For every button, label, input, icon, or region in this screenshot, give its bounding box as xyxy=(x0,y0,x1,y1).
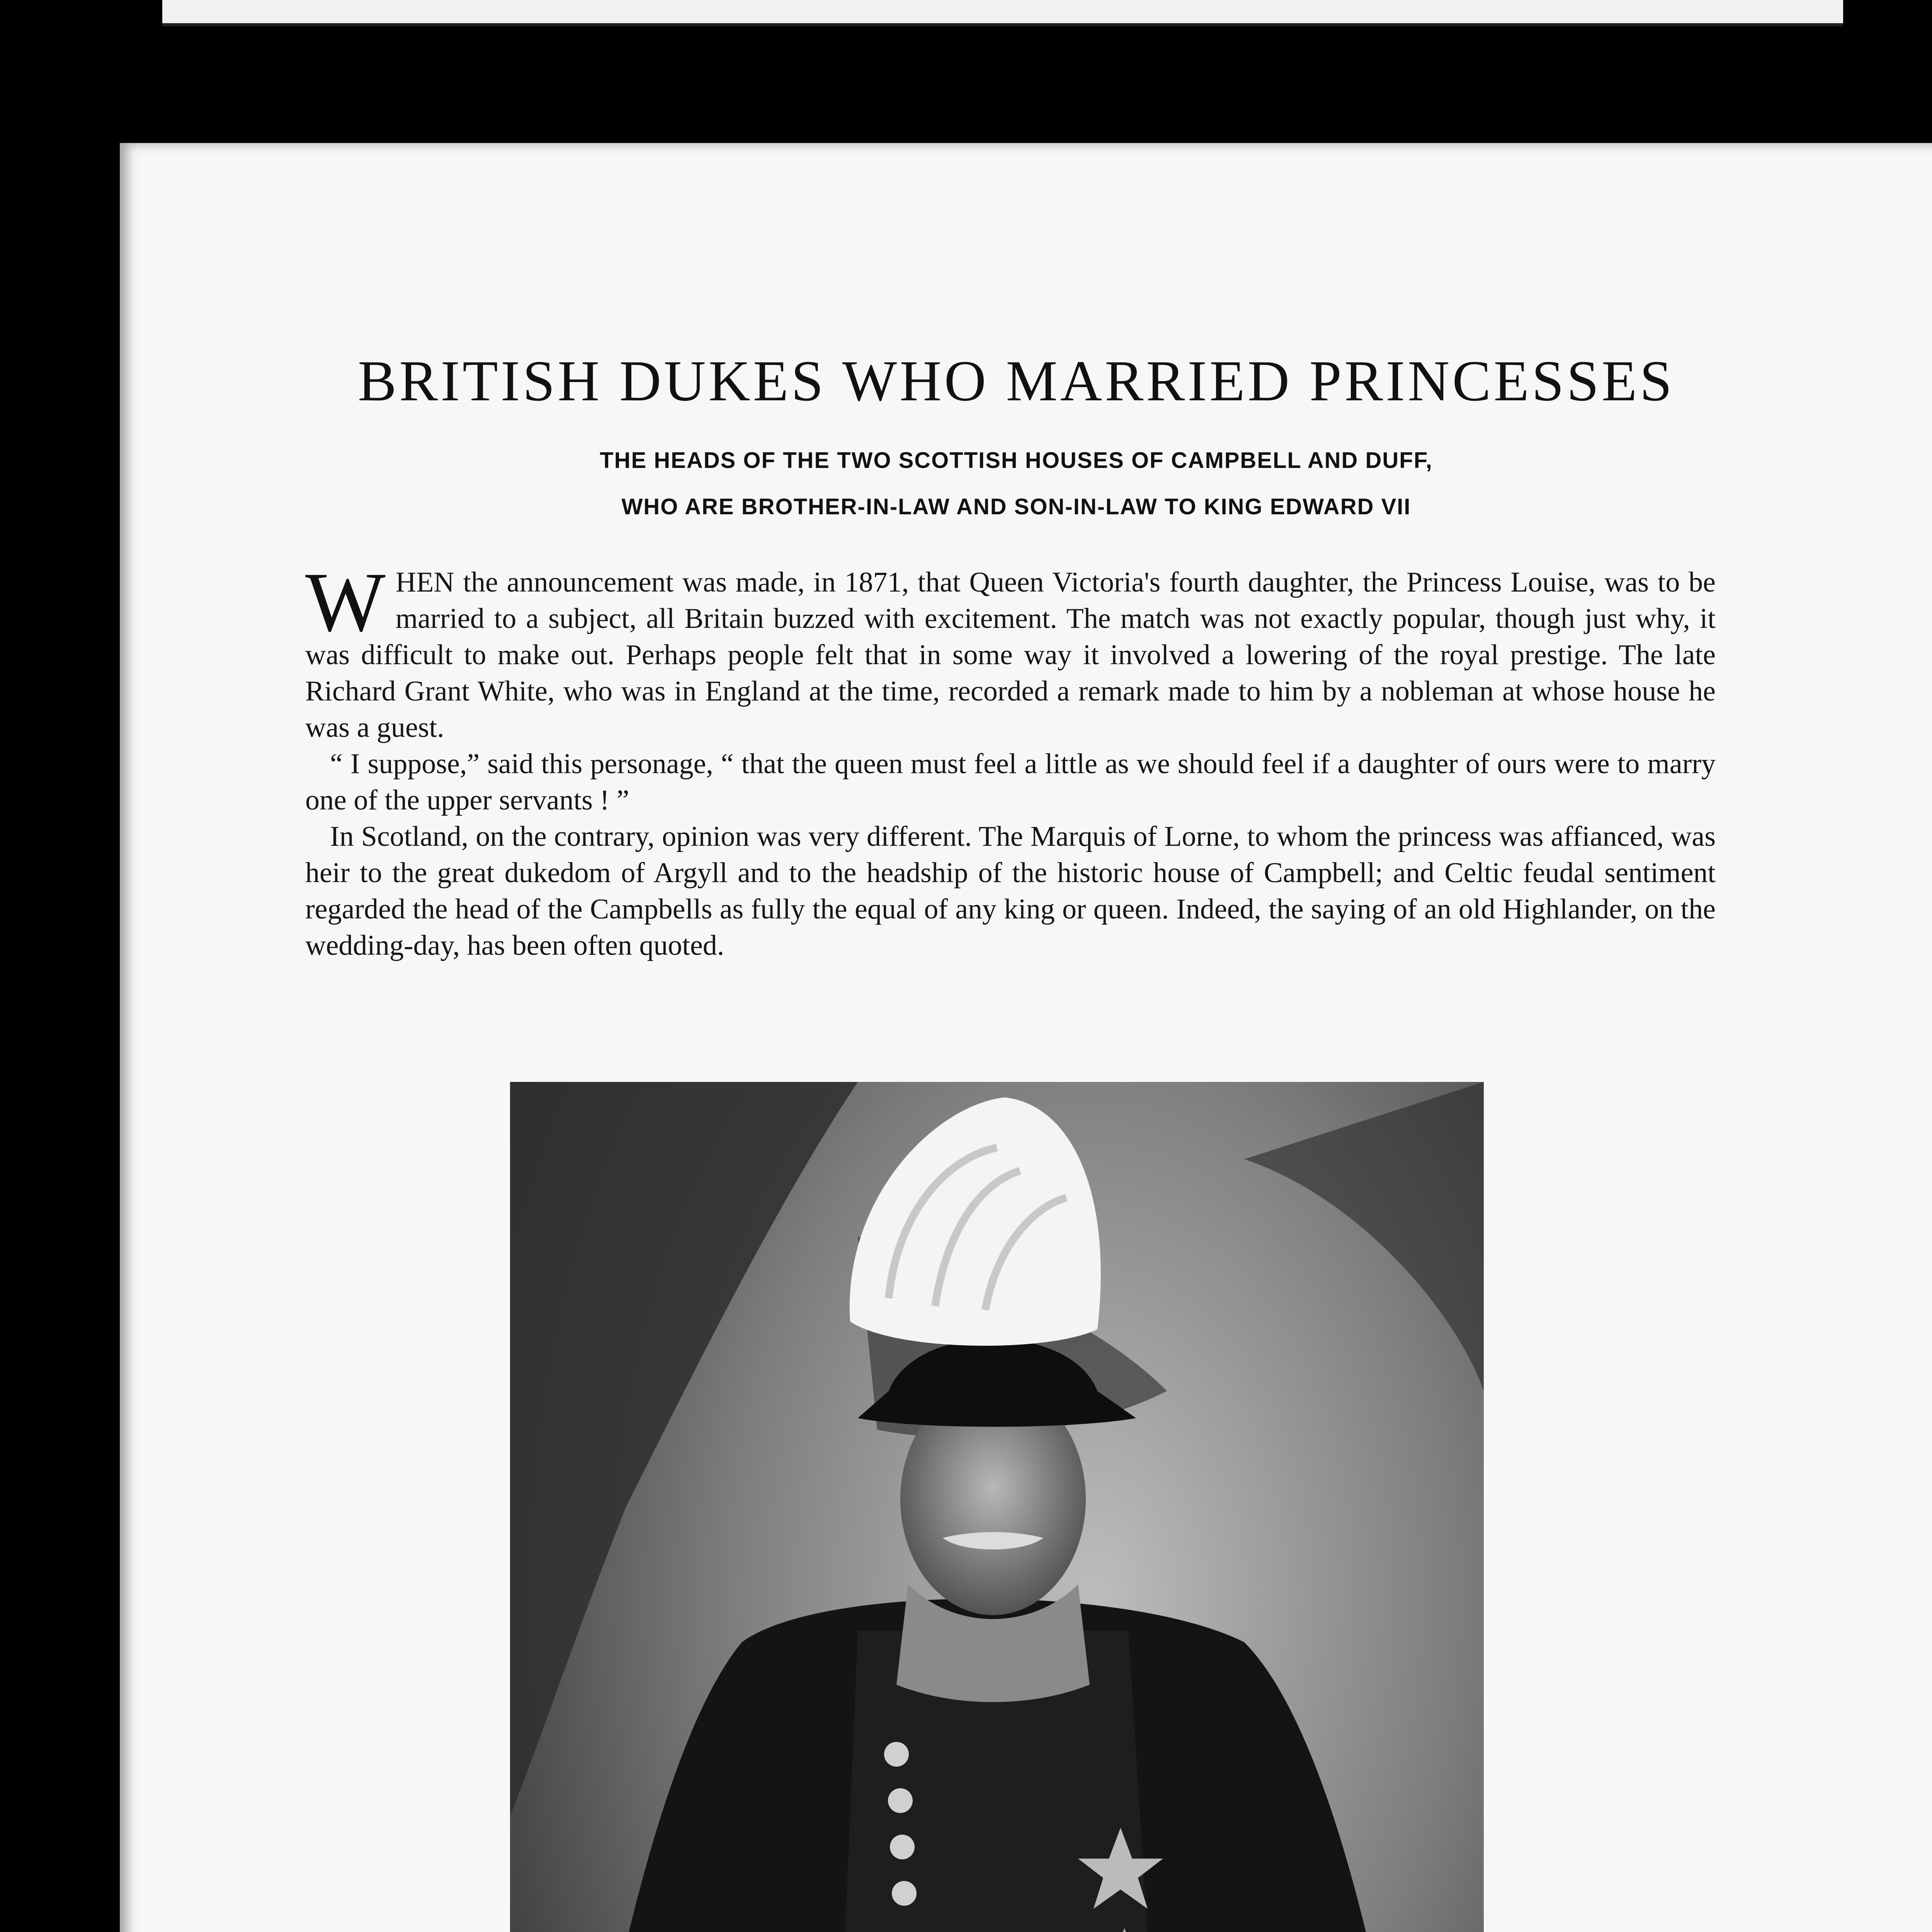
drop-cap: W xyxy=(305,555,386,649)
article-body xyxy=(305,555,1716,964)
article-subtitle-line-2: WHO ARE BROTHER-IN-LAW AND SON-IN-LAW TO KING EDWARD VII xyxy=(621,494,1411,519)
portrait-photograph xyxy=(510,1082,1484,1932)
article-subtitle-line-1: THE HEADS OF THE TWO SCOTTISH HOUSES OF CAMPBELL AND DUFF, xyxy=(600,448,1433,473)
paragraph-1 xyxy=(305,555,1716,746)
portrait-illustration xyxy=(510,1082,1484,1932)
article-title: BRITISH DUKES WHO MARRIED PRINCESSES xyxy=(358,349,1675,413)
paragraph-3: In Scotland, on the contrary, opinion was very different. The Marquis of Lorne, to whom the princess was affianced, was heir to the great dukedom of Argyll and to the headship of the historic house of Campbell; and Celtic feudal sentiment regarded the head of the Campbells as fully the equal of any king or queen. Indeed, the saying of an old Highlander, on the wedding-day, has been often quoted. xyxy=(305,821,1716,961)
paragraph-2: “ I suppose,” said this personage, “ that the queen must feel a little as we should feel if a daughter of ours were to marry one of the upper servants ! ” xyxy=(305,748,1716,816)
paragraph-1-text: HEN the announcement was made, in 1871, that Queen Victoria's fourth daughter, the Princess Louise, was to be married to a subject, all Britain buzzed with excitement. The match was not exactly popular, though just why, it was difficult to make out. Perhaps people felt that in some way it involved a lowering of the royal prestige. The late Richard Grant White, who was in England at the time, recorded a remark made to him by a nobleman at whose house he was a guest. xyxy=(305,566,1716,743)
previous-page-edge xyxy=(162,0,1843,26)
